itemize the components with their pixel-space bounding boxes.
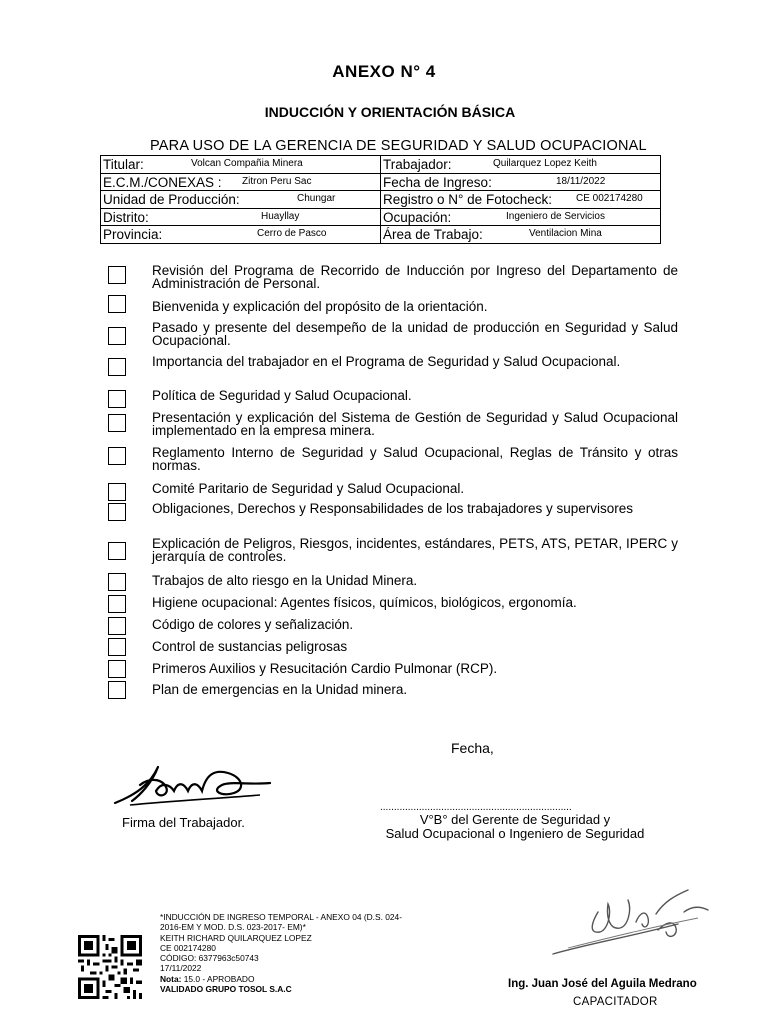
ocupacion-value: Ingeniero de Servicios (506, 210, 605, 222)
checkbox[interactable] (108, 390, 126, 408)
worker-signature (110, 755, 280, 810)
checkbox[interactable] (108, 638, 126, 656)
checkbox[interactable] (108, 414, 126, 432)
checklist-item-text: Comité Paritario de Seguridad y Salud Ocupacional. (152, 481, 465, 496)
checkbox[interactable] (108, 660, 126, 678)
provincia-value: Cerro de Pasco (257, 228, 327, 239)
provincia-label: Provincia: (103, 227, 163, 243)
checklist-item-text: Política de Seguridad y Salud Ocupacional. (152, 388, 412, 403)
qr-code (78, 935, 142, 999)
checklist-item-text: Primeros Auxilios y Resucitación Cardio Pulmonar (RCP). (152, 661, 498, 676)
signature-line: ..................................................................... (380, 802, 572, 813)
checklist-item-text: Obligaciones, Derechos y Responsabilidades de los trabajadores y supervisores (152, 501, 634, 516)
note-line: 17/11/2022 (160, 963, 202, 974)
note-line: CÓDIGO: 6377963c50743 (160, 953, 259, 964)
fecha-label: Fecha, (451, 740, 494, 756)
checkbox[interactable] (108, 295, 126, 313)
checkbox[interactable] (108, 542, 126, 560)
trabajador-value: Quilarquez Lopez Keith (493, 158, 597, 169)
instructor-role: CAPACITADOR (573, 996, 658, 1008)
checkbox[interactable] (108, 483, 126, 501)
distrito-label: Distrito: (103, 209, 149, 225)
trabajador-cell (381, 156, 661, 174)
checklist-item-text: Presentación y explicación del Sistema de Gestión de Seguridad y Salud Ocupacional implementado en la empresa minera. (152, 410, 678, 438)
note-line: CE 002174280 (160, 942, 216, 953)
note-line: 2016-EM Y MOD. D.S. 023-2017- EM)* (160, 922, 306, 933)
checklist-item-text: Código de colores y señalización. (152, 617, 354, 632)
ecm-value: Zitron Peru Sac (242, 175, 312, 187)
checklist-item-text: Revisión del Programa de Recorrido de Inducción por Ingreso del Departamento de Administración de Personal. (152, 263, 678, 291)
nota-value: 15.0 - APROBADO (183, 973, 255, 984)
registro-label: Registro o N° de Fotocheck: (383, 192, 552, 208)
document-subtitle: INDUCCIÓN Y ORIENTACIÓN BÁSICA (264, 104, 516, 120)
instructor-signature (548, 882, 718, 962)
ecm-cell (101, 173, 381, 191)
nota-line (160, 974, 460, 984)
checkbox[interactable] (108, 266, 126, 284)
ocupacion-cell (381, 208, 661, 226)
titular-value: Volcan Compañia Minera (191, 158, 303, 169)
checklist-item-text: Trabajos de alto riesgo en la Unidad Minera. (152, 573, 418, 588)
worker-info-table (100, 155, 661, 244)
checklist-item-text: Pasado y presente del desempeño de la unidad de producción en Seguridad y Salud Ocupacional. (152, 320, 678, 348)
titular-label: Titular: (103, 157, 144, 173)
instructor-name: Ing. Juan José del Aguila Medrano (508, 978, 697, 990)
titular-cell (101, 156, 381, 174)
checklist-item-text: Bienvenida y explicación del propósito de la orientación. (152, 299, 488, 314)
checkbox[interactable] (108, 617, 126, 635)
checklist-item-text: Importancia del trabajador en el Programa de Seguridad y Salud Ocupacional. (152, 354, 621, 369)
registro-cell (381, 191, 661, 209)
usage-line: PARA USO DE LA GERENCIA DE SEGURIDAD Y SALUD OCUPACIONAL (150, 138, 647, 154)
checklist-item-text: Higiene ocupacional: Agentes físicos, químicos, biológicos, ergonomía. (152, 595, 577, 610)
document-title: ANEXO N° 4 (332, 62, 436, 81)
distrito-cell (101, 208, 381, 226)
nota-label: Nota: (160, 973, 182, 984)
area-cell (381, 226, 661, 244)
checklist-item-text: Explicación de Peligros, Riesgos, incidentes, estándares, PETS, ATS, PETAR, IPERC y jerarquía de controles. (152, 536, 678, 564)
checkbox[interactable] (108, 573, 126, 591)
fecha-ingreso-label: Fecha de Ingreso: (383, 174, 492, 190)
area-label: Área de Trabajo: (383, 227, 483, 243)
checkbox[interactable] (108, 327, 126, 345)
fecha-ingreso-value: 18/11/2022 (556, 175, 606, 187)
note-line: KEITH RICHARD QUILARQUEZ LOPEZ (160, 932, 312, 943)
trabajador-label: Trabajador: (383, 157, 452, 173)
note-line: *INDUCCIÓN DE INGRESO TEMPORAL - ANEXO 04 (D.S. 024- (160, 912, 402, 922)
unidad-value: Chungar (297, 193, 336, 204)
checklist-item-text: Reglamento Interno de Seguridad y Salud Ocupacional, Reglas de Tránsito y otras normas. (152, 445, 678, 473)
induction-note (160, 912, 460, 994)
unidad-cell (101, 191, 381, 209)
provincia-cell (101, 226, 381, 244)
checkbox[interactable] (108, 681, 126, 699)
registro-value: CE 002174280 (576, 193, 643, 204)
manager-approval-line2: Salud Ocupacional o Ingeniero de Seguridad (385, 826, 645, 841)
distrito-value: Huayllay (261, 210, 300, 222)
worker-signature-label: Firma del Trabajador. (122, 815, 245, 830)
checklist-item-text: Plan de emergencias en la Unidad minera. (152, 682, 408, 697)
checkbox[interactable] (108, 447, 126, 465)
checkbox[interactable] (108, 595, 126, 613)
manager-approval (360, 813, 670, 841)
ecm-label: E.C.M./CONEXAS : (103, 174, 222, 190)
validation-line: VALIDADO GRUPO TOSOL S.A.C (160, 984, 292, 995)
checkbox[interactable] (108, 358, 126, 376)
checkbox[interactable] (108, 503, 126, 521)
manager-approval-line1: V°B° del Gerente de Seguridad y (419, 812, 611, 827)
checklist-item-text: Control de sustancias peligrosas (152, 639, 348, 654)
fecha-ingreso-cell (381, 173, 661, 191)
ocupacion-label: Ocupación: (383, 209, 452, 225)
area-value: Ventilacion Mina (529, 228, 602, 239)
unidad-label: Unidad de Producción: (103, 192, 240, 208)
